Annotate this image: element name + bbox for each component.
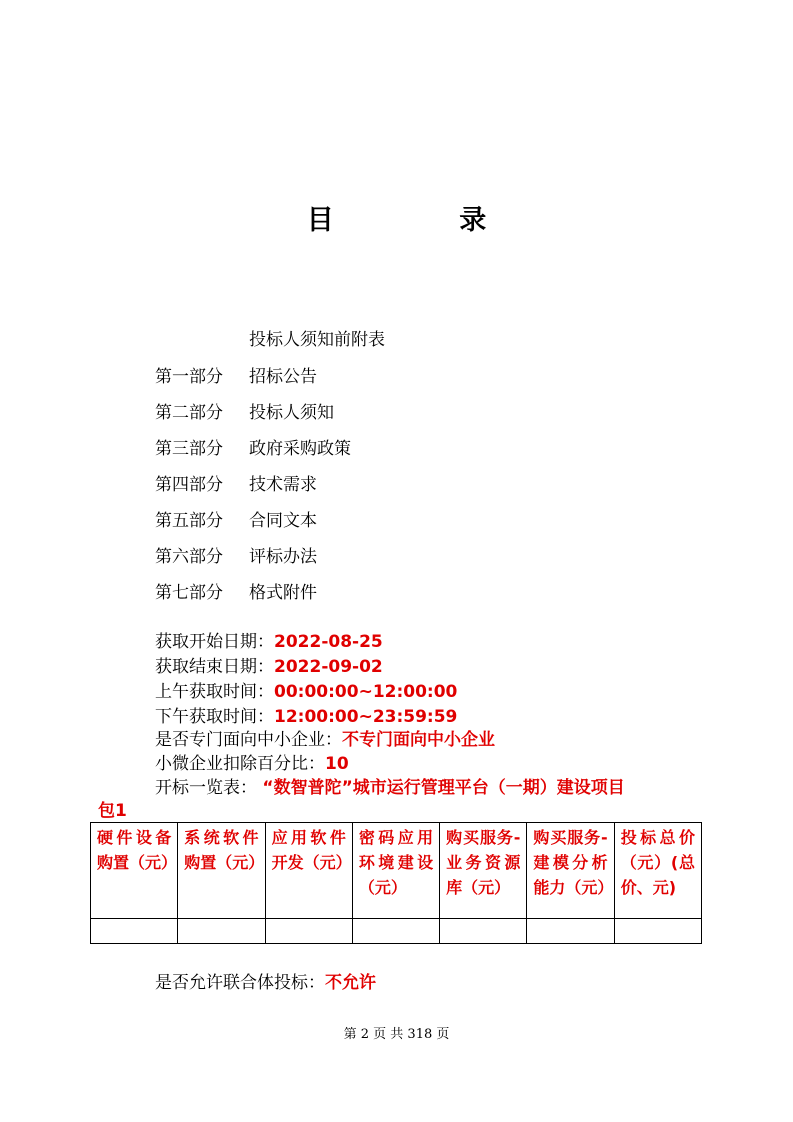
info-label: 获取结束日期：	[155, 657, 274, 677]
toc-name: 格式附件	[249, 583, 317, 603]
table-header-cell: 购买服务-业务资源库（元）	[440, 823, 527, 919]
info-line	[155, 753, 349, 775]
info-value: 不专门面向中小企业	[342, 730, 495, 750]
info-label: 开标一览表：	[155, 778, 263, 798]
consortium-value: 不允许	[325, 973, 376, 993]
table-header-cell: 密码应用环境建设（元）	[352, 823, 439, 919]
info-label: 上午获取时间：	[155, 682, 274, 702]
toc-part: 第一部分	[155, 367, 223, 387]
toc-part: 第三部分	[155, 439, 223, 459]
info-value: 12:00:00~23:59:59	[274, 707, 458, 727]
toc-prefix-item: 投标人须知前附表	[249, 330, 385, 350]
toc-item	[155, 582, 317, 604]
info-label: 下午获取时间：	[155, 707, 274, 727]
table-cell	[352, 919, 439, 944]
info-line	[155, 681, 457, 703]
table-cell	[614, 919, 701, 944]
info-line	[155, 729, 495, 751]
toc-name: 投标人须知	[249, 403, 334, 423]
info-value: “数智普陀”城市运行管理平台（一期）建设项目	[262, 778, 625, 798]
toc-item	[155, 510, 317, 532]
toc-name: 评标办法	[249, 547, 317, 567]
table-header-cell: 投标总价（元）(总价、元)	[614, 823, 701, 919]
table-cell	[91, 919, 178, 944]
toc-item	[155, 438, 351, 460]
toc-name: 招标公告	[249, 367, 317, 387]
table-header-cell: 购买服务-建模分析能力（元）	[527, 823, 614, 919]
toc-part: 第五部分	[155, 511, 223, 531]
info-value: 2022-09-02	[274, 657, 383, 677]
consortium-line	[155, 972, 376, 994]
page-footer: 第 2 页 共 318 页	[343, 1027, 450, 1042]
toc-name: 政府采购政策	[249, 439, 351, 459]
package-label: 包1	[98, 801, 127, 821]
info-value: 2022-08-25	[274, 632, 383, 652]
toc-item	[155, 546, 317, 568]
toc-part: 第四部分	[155, 475, 223, 495]
info-line	[155, 656, 383, 678]
info-line	[155, 631, 383, 653]
toc-part: 第七部分	[155, 583, 223, 603]
info-value: 00:00:00~12:00:00	[274, 682, 458, 702]
table-row	[91, 919, 702, 944]
quote-table	[90, 822, 702, 944]
toc-item	[155, 402, 334, 424]
info-value: 10	[325, 754, 349, 774]
toc-part: 第二部分	[155, 403, 223, 423]
info-line	[155, 706, 457, 728]
page-title: 目 录	[306, 205, 545, 236]
table-cell	[265, 919, 352, 944]
toc-name: 技术需求	[249, 475, 317, 495]
info-label: 获取开始日期：	[155, 632, 274, 652]
consortium-label: 是否允许联合体投标：	[155, 973, 325, 993]
toc-name: 合同文本	[249, 511, 317, 531]
toc-item	[155, 474, 317, 496]
table-cell	[527, 919, 614, 944]
table-header-cell: 硬件设备购置（元）	[91, 823, 178, 919]
toc-item	[155, 366, 317, 388]
info-label: 是否专门面向中小企业：	[155, 730, 342, 750]
info-line	[155, 777, 625, 799]
table-cell	[178, 919, 265, 944]
table-cell	[440, 919, 527, 944]
table-header-cell: 应用软件开发（元）	[265, 823, 352, 919]
info-label: 小微企业扣除百分比：	[155, 754, 325, 774]
toc-part: 第六部分	[155, 547, 223, 567]
table-header-cell: 系统软件购置（元）	[178, 823, 265, 919]
table-header-row	[91, 823, 702, 919]
